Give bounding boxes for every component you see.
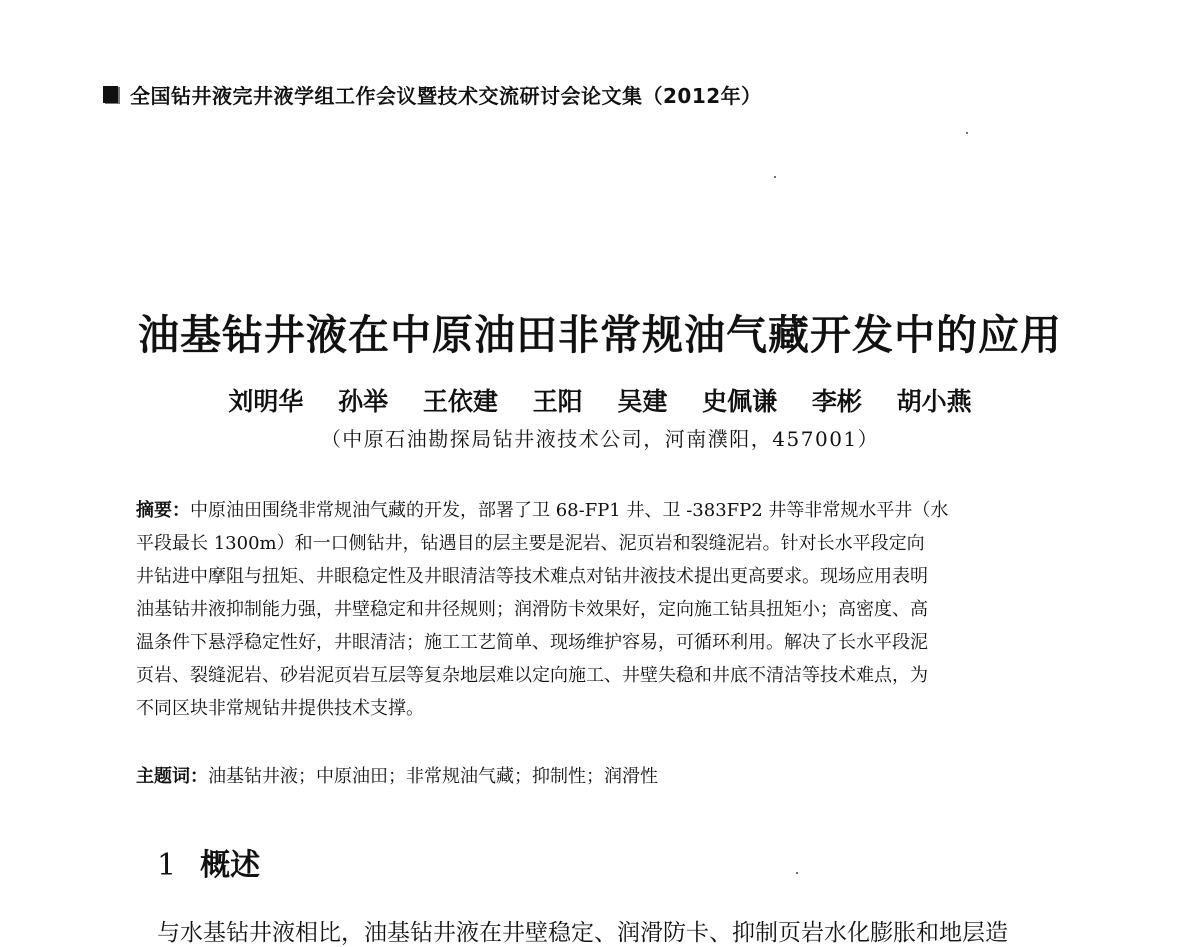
abstract-label: 摘要： — [136, 500, 190, 521]
abstract-line: 不同区块非常规钻井提供技术支撑。 — [136, 698, 424, 719]
author-name: 王依建 — [422, 387, 498, 416]
scan-speck — [774, 176, 776, 178]
author-name: 吴建 — [617, 387, 668, 416]
author-name: 胡小燕 — [896, 387, 972, 416]
section-title: 概述 — [200, 848, 261, 883]
author-name: 刘明华 — [228, 387, 304, 416]
keywords-text: 油基钻井液；中原油田；非常规油气藏；抑制性；润滑性 — [208, 766, 658, 787]
affiliation: （中原石油勘探局钻井液技术公司，河南濮阳，457001） — [320, 427, 880, 451]
abstract-line — [136, 494, 1071, 527]
abstract-line: 平段最长 1300m）和一口侧钻井，钻遇目的层主要是泥岩、泥页岩和裂缝泥岩。针对长水平段定向 — [136, 533, 925, 554]
abstract — [136, 494, 1071, 725]
keywords — [136, 760, 1071, 793]
section-heading — [157, 840, 260, 884]
keywords-label: 主题词： — [136, 766, 208, 787]
scan-speck — [796, 872, 798, 874]
author-name: 孙举 — [338, 387, 389, 416]
author-name: 王阳 — [532, 387, 583, 416]
abstract-line: 页岩、裂缝泥岩、砂岩泥页岩互层等复杂地层难以定向施工、井壁失稳和井底不清洁等技术难点，为 — [136, 665, 928, 686]
abstract-line: 井钻进中摩阻与扭矩、井眼稳定性及井眼清洁等技术难点对钻井液技术提出更高要求。现场应用表明 — [136, 566, 928, 587]
header-square-icon — [103, 86, 118, 103]
proceedings-header — [103, 80, 762, 109]
proceedings-title: 全国钻井液完井液学组工作会议暨技术交流研讨会论文集（2012年） — [130, 84, 762, 108]
section-number: 1 — [157, 848, 177, 883]
abstract-line: 温条件下悬浮稳定性好，井眼清洁；施工工艺简单、现场维护容易，可循环利用。解决了长水平段泥 — [136, 632, 928, 653]
body-paragraph: 与水基钻井液相比，油基钻井液在井壁稳定、润滑防卡、抑制页岩水化膨胀和地层造 — [157, 920, 1008, 946]
author-name: 李彬 — [811, 387, 862, 416]
author-name: 史佩谦 — [702, 387, 778, 416]
scan-speck — [966, 132, 968, 134]
author-list — [0, 382, 1200, 418]
paper-title: 油基钻井液在中原油田非常规油气藏开发中的应用 — [138, 311, 1062, 359]
abstract-text: 中原油田围绕非常规油气藏的开发，部署了卫 68-FP1 井、卫 -383FP2 井等非常规水平井（水 — [190, 500, 949, 521]
abstract-line: 油基钻井液抑制能力强，井壁稳定和井径规则；润滑防卡效果好，定向施工钻具扭矩小；高密度、高 — [136, 599, 928, 620]
